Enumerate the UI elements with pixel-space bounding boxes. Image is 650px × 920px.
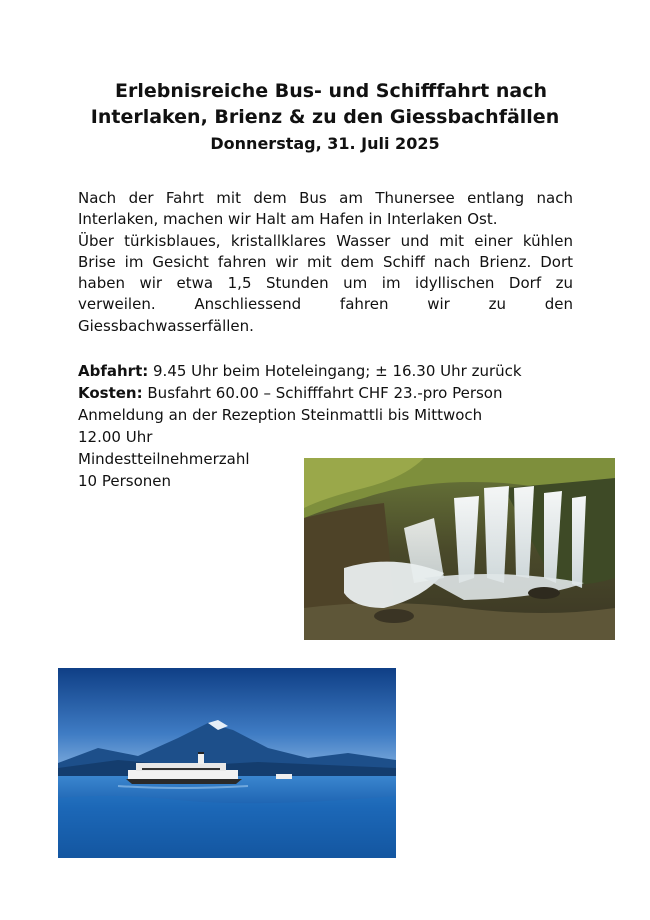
description-line: Nach der Fahrt mit dem Bus am Thunersee entlang nach <box>78 189 573 207</box>
description-line: Brise im Gesicht fahren wir mit dem Schiff nach Brienz. Dort <box>78 252 573 271</box>
departure-label: Abfahrt: <box>78 362 149 380</box>
description-line: Interlaken, machen wir Halt am Hafen in Interlaken Ost. <box>78 210 498 229</box>
departure-text: 9.45 Uhr beim Hoteleingang; ± 16.30 Uhr zurück <box>148 362 522 380</box>
minimum-participants-line: 10 Personen <box>78 472 171 490</box>
description-line: haben wir etwa 1,5 Stunden um im idyllischen Dorf zu <box>78 274 573 293</box>
registration-line: 12.00 Uhr <box>78 428 153 446</box>
description-line: Über türkisblaues, kristallklares Wasser und mit einer kühlen <box>78 231 573 250</box>
title-line-2: Interlaken, Brienz & zu den Giessbachfällen <box>90 106 560 128</box>
waterfall-photo <box>304 458 615 640</box>
event-date: Donnerstag, 31. Juli 2025 <box>210 134 440 153</box>
registration-line: Anmeldung an der Rezeption Steinmattli bis Mittwoch <box>78 406 483 424</box>
title-line-1: Erlebnisreiche Bus- und Schifffahrt nach <box>114 80 548 102</box>
cost-row <box>78 382 522 404</box>
lake-steamboat-photo <box>58 668 396 858</box>
minimum-participants-line: Mindestteilnehmerzahl <box>78 450 250 468</box>
description-paragraph <box>78 188 573 337</box>
description-line: Giessbachwasserfällen. <box>78 316 254 335</box>
description-line: verweilen. Anschliessend fahren wir zu den <box>78 295 573 314</box>
cost-text: Busfahrt 60.00 – Schifffahrt CHF 23.-pro Person <box>142 384 503 402</box>
departure-row <box>78 360 522 382</box>
cost-label: Kosten: <box>78 384 143 402</box>
